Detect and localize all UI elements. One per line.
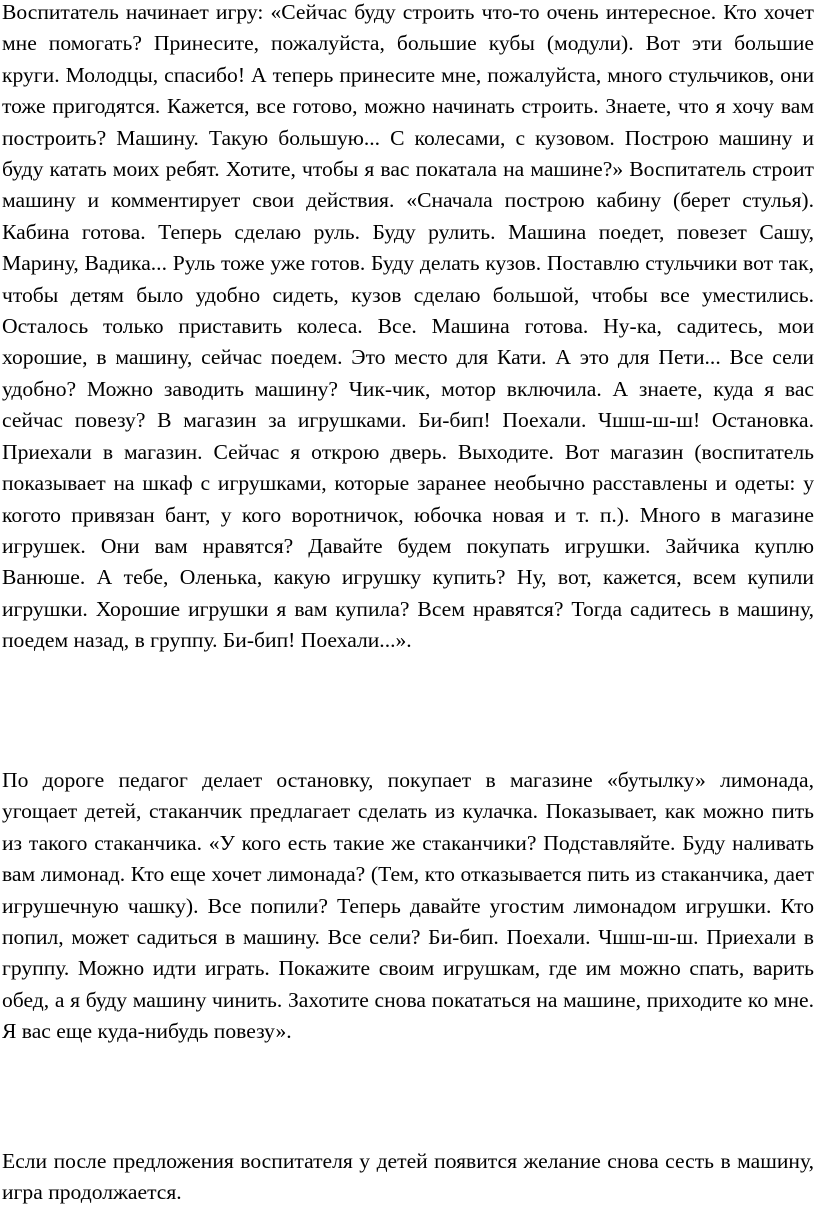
paragraph-game-start: Воспитатель начинает игру: «Сейчас буду строить что-то очень интересное. Кто хочет мне помогать? Принесите, пожалуйста, большие кубы (модули). Вот эти большие круги. Молодцы, спасибо! А теперь принесите мне, пожалуйста, много стульчиков, они тоже пригодятся. Кажется, все готово, можно начинать строить. Знаете, что я хочу вам построить? Машину. Такую большую... С колесами, с кузовом. Построю машину и буду катать моих ребят. Хотите, чтобы я вас покатала на машине?» Воспитатель строит машину и комментирует свои действия. «Сначала построю кабину (берет стулья). Кабина готова. Теперь сделаю руль. Буду рулить. Машина поедет, повезет Сашу, Марину, Вадика... Руль тоже уже готов. Буду делать кузов. Поставлю стульчики вот так, чтобы детям было удобно сидеть, кузов сделаю большой, чтобы все уместились. Осталось только приставить колеса. Все. Машина готова. Ну-ка, садитесь, мои хорошие, в машину, сейчас поедем. Это место для Кати. А это для Пети... Все сели удобно? Можно заводить машину? Чик-чик, мотор включила. А знаете, куда я вас сейчас повезу? В магазин за игрушками. Би-бип! Поехали. Чшш-ш-ш! Остановка. Приехали в магазин. Сейчас я открою дверь. Выходите. Вот магазин (воспитатель показывает на шкаф с игрушками, которые заранее необычно расставлены и одеты: у когото привязан бант, у кого воротничок, юбочка новая и т. п.). Много в магазине игрушек. Они вам нравятся? Давайте будем покупать игрушки. Зайчика куплю Ванюше. А тебе, Оленька, какую игрушку купить? Ну, вот, кажется, всем купили игрушки. Хорошие игрушки я вам купила? Всем нравятся? Тогда садитесь в машину, поедем назад, в группу. Би-бип! Поехали...». — [2, 0, 814, 653]
paragraph-game-continues: Если после предложения воспитателя у детей появится желание снова сесть в машину, игра продолжается. — [2, 1149, 814, 1205]
paragraph-lemonade-stop: По дороге педагог делает остановку, покупает в магазине «бутылку» лимонада, угощает детей, стаканчик предлагает сделать из кулачка. Показывает, как можно пить из такого стаканчика. «У кого есть такие же стаканчики? Подставляйте. Буду наливать вам лимонад. Кто еще хочет лимонада? (Тем, кто отказывается пить из стаканчика, дает игрушечную чашку). Все попили? Теперь давайте угостим лимонадом игрушки. Кто попил, может садиться в машину. Все сели? Би-бип. Поехали. Чшш-ш-ш. Приехали в группу. Можно идти играть. Покажите своим игрушкам, где им можно спать, варить обед, а я буду машину чинить. Захотите снова покататься на машине, приходите ко мне. Я вас еще куда-нибудь повезу». — [2, 768, 814, 1044]
